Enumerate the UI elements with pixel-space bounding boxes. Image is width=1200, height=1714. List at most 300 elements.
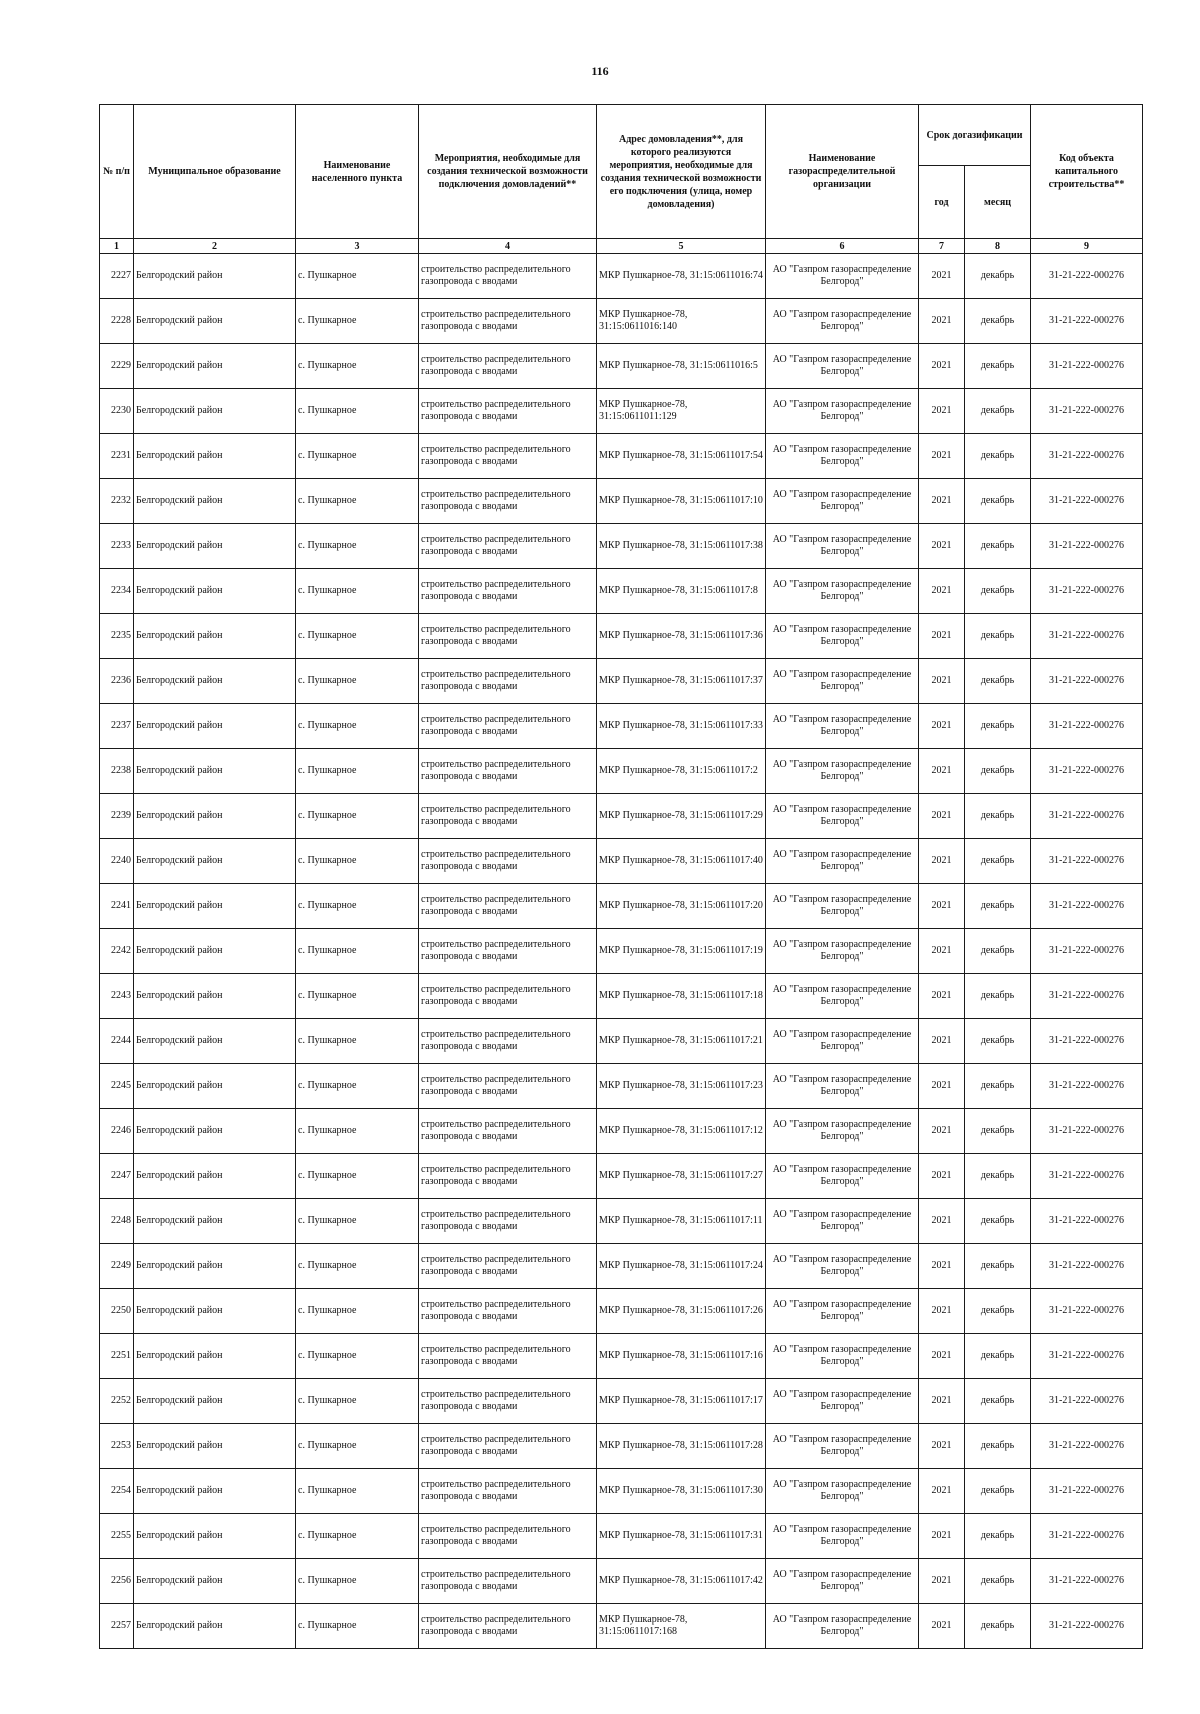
cell-address: МКР Пушкарное-78, 31:15:0611017:38 [597,524,766,569]
table-row [100,1379,1143,1424]
cell-municipality: Белгородский район [134,659,296,704]
table-row [100,389,1143,434]
cell-address: МКР Пушкарное-78, 31:15:0611017:168 [597,1604,766,1649]
cell-settlement: с. Пушкарное [296,704,419,749]
cell-measure: строительство распределительного газопровода с вводами [419,1154,597,1199]
cell-month: декабрь [965,659,1031,704]
table-row [100,1514,1143,1559]
row-number: 2230 [100,389,134,434]
cell-month: декабрь [965,1559,1031,1604]
cell-settlement: с. Пушкарное [296,1199,419,1244]
cell-measure: строительство распределительного газопровода с вводами [419,434,597,479]
cell-settlement: с. Пушкарное [296,1469,419,1514]
row-number: 2255 [100,1514,134,1559]
cell-code: 31-21-222-000276 [1031,1154,1143,1199]
cell-month: декабрь [965,1514,1031,1559]
cell-code: 31-21-222-000276 [1031,1019,1143,1064]
cell-year: 2021 [919,974,965,1019]
cell-organization: АО "Газпром газораспределение Белгород" [766,1199,919,1244]
cell-measure: строительство распределительного газопровода с вводами [419,1109,597,1154]
header-num: № п/п [100,105,134,239]
cell-address: МКР Пушкарное-78, 31:15:0611017:16 [597,1334,766,1379]
table-row [100,1019,1143,1064]
cell-measure: строительство распределительного газопровода с вводами [419,1244,597,1289]
cell-organization: АО "Газпром газораспределение Белгород" [766,1019,919,1064]
cell-settlement: с. Пушкарное [296,929,419,974]
cell-year: 2021 [919,479,965,524]
cell-code: 31-21-222-000276 [1031,569,1143,614]
cell-address: МКР Пушкарное-78, 31:15:0611017:8 [597,569,766,614]
cell-organization: АО "Газпром газораспределение Белгород" [766,1604,919,1649]
cell-month: декабрь [965,254,1031,299]
cell-code: 31-21-222-000276 [1031,1604,1143,1649]
row-number: 2248 [100,1199,134,1244]
cell-address: МКР Пушкарное-78, 31:15:0611017:30 [597,1469,766,1514]
cell-measure: строительство распределительного газопровода с вводами [419,974,597,1019]
cell-organization: АО "Газпром газораспределение Белгород" [766,974,919,1019]
cell-settlement: с. Пушкарное [296,1604,419,1649]
header-municipality: Муниципальное образование [134,105,296,239]
cell-settlement: с. Пушкарное [296,794,419,839]
cell-year: 2021 [919,1154,965,1199]
cell-municipality: Белгородский район [134,704,296,749]
row-number: 2232 [100,479,134,524]
cell-address: МКР Пушкарное-78, 31:15:0611017:12 [597,1109,766,1154]
cell-address: МКР Пушкарное-78, 31:15:0611011:129 [597,389,766,434]
column-number: 9 [1031,239,1143,254]
cell-settlement: с. Пушкарное [296,1019,419,1064]
cell-settlement: с. Пушкарное [296,299,419,344]
cell-code: 31-21-222-000276 [1031,524,1143,569]
table-row [100,659,1143,704]
cell-municipality: Белгородский район [134,254,296,299]
row-number: 2250 [100,1289,134,1334]
cell-year: 2021 [919,1379,965,1424]
cell-settlement: с. Пушкарное [296,389,419,434]
cell-month: декабрь [965,344,1031,389]
cell-code: 31-21-222-000276 [1031,434,1143,479]
cell-month: декабрь [965,1109,1031,1154]
cell-municipality: Белгородский район [134,1064,296,1109]
table-row [100,524,1143,569]
cell-organization: АО "Газпром газораспределение Белгород" [766,1334,919,1379]
cell-address: МКР Пушкарное-78, 31:15:0611017:29 [597,794,766,839]
table-row [100,1424,1143,1469]
cell-year: 2021 [919,749,965,794]
cell-month: декабрь [965,974,1031,1019]
cell-year: 2021 [919,794,965,839]
column-number: 8 [965,239,1031,254]
table-row [100,299,1143,344]
cell-municipality: Белгородский район [134,884,296,929]
cell-settlement: с. Пушкарное [296,524,419,569]
cell-municipality: Белгородский район [134,1334,296,1379]
cell-address: МКР Пушкарное-78, 31:15:0611017:10 [597,479,766,524]
cell-year: 2021 [919,299,965,344]
cell-organization: АО "Газпром газораспределение Белгород" [766,704,919,749]
cell-code: 31-21-222-000276 [1031,704,1143,749]
cell-municipality: Белгородский район [134,389,296,434]
table-row [100,974,1143,1019]
cell-code: 31-21-222-000276 [1031,1379,1143,1424]
cell-organization: АО "Газпром газораспределение Белгород" [766,479,919,524]
cell-year: 2021 [919,1604,965,1649]
cell-measure: строительство распределительного газопровода с вводами [419,524,597,569]
cell-measure: строительство распределительного газопровода с вводами [419,1514,597,1559]
cell-measure: строительство распределительного газопровода с вводами [419,794,597,839]
table-row [100,839,1143,884]
table-row [100,1109,1143,1154]
table-row [100,1334,1143,1379]
cell-settlement: с. Пушкарное [296,1379,419,1424]
cell-address: МКР Пушкарное-78, 31:15:0611017:17 [597,1379,766,1424]
cell-organization: АО "Газпром газораспределение Белгород" [766,1424,919,1469]
cell-municipality: Белгородский район [134,1199,296,1244]
cell-address: МКР Пушкарное-78, 31:15:0611017:28 [597,1424,766,1469]
cell-month: декабрь [965,1379,1031,1424]
cell-year: 2021 [919,1424,965,1469]
cell-measure: строительство распределительного газопровода с вводами [419,1064,597,1109]
cell-year: 2021 [919,1289,965,1334]
cell-municipality: Белгородский район [134,1514,296,1559]
cell-settlement: с. Пушкарное [296,479,419,524]
cell-year: 2021 [919,1199,965,1244]
row-number: 2251 [100,1334,134,1379]
row-number: 2257 [100,1604,134,1649]
cell-municipality: Белгородский район [134,749,296,794]
cell-organization: АО "Газпром газораспределение Белгород" [766,1514,919,1559]
cell-code: 31-21-222-000276 [1031,1199,1143,1244]
cell-settlement: с. Пушкарное [296,839,419,884]
cell-municipality: Белгородский район [134,1019,296,1064]
cell-month: декабрь [965,1469,1031,1514]
cell-code: 31-21-222-000276 [1031,929,1143,974]
row-number: 2253 [100,1424,134,1469]
cell-measure: строительство распределительного газопровода с вводами [419,1334,597,1379]
cell-organization: АО "Газпром газораспределение Белгород" [766,794,919,839]
row-number: 2239 [100,794,134,839]
cell-settlement: с. Пушкарное [296,1559,419,1604]
column-number: 2 [134,239,296,254]
cell-municipality: Белгородский район [134,839,296,884]
row-number: 2234 [100,569,134,614]
cell-month: декабрь [965,479,1031,524]
cell-organization: АО "Газпром газораспределение Белгород" [766,344,919,389]
header-year: год [919,166,965,239]
cell-measure: строительство распределительного газопровода с вводами [419,389,597,434]
cell-organization: АО "Газпром газораспределение Белгород" [766,389,919,434]
cell-measure: строительство распределительного газопровода с вводами [419,479,597,524]
row-number: 2254 [100,1469,134,1514]
row-number: 2256 [100,1559,134,1604]
row-number: 2246 [100,1109,134,1154]
row-number: 2238 [100,749,134,794]
cell-municipality: Белгородский район [134,1109,296,1154]
cell-settlement: с. Пушкарное [296,1244,419,1289]
cell-address: МКР Пушкарное-78, 31:15:0611016:140 [597,299,766,344]
cell-municipality: Белгородский район [134,794,296,839]
cell-code: 31-21-222-000276 [1031,1289,1143,1334]
cell-month: декабрь [965,794,1031,839]
cell-organization: АО "Газпром газораспределение Белгород" [766,1469,919,1514]
cell-address: МКР Пушкарное-78, 31:15:0611017:27 [597,1154,766,1199]
cell-year: 2021 [919,1064,965,1109]
cell-year: 2021 [919,434,965,479]
cell-settlement: с. Пушкарное [296,434,419,479]
cell-organization: АО "Газпром газораспределение Белгород" [766,1244,919,1289]
cell-organization: АО "Газпром газораспределение Белгород" [766,659,919,704]
cell-organization: АО "Газпром газораспределение Белгород" [766,524,919,569]
row-number: 2231 [100,434,134,479]
cell-measure: строительство распределительного газопровода с вводами [419,704,597,749]
cell-address: МКР Пушкарное-78, 31:15:0611017:36 [597,614,766,659]
cell-municipality: Белгородский район [134,929,296,974]
header-measures: Мероприятия, необходимые для создания технической возможности подключения домовладений** [419,105,597,239]
cell-measure: строительство распределительного газопровода с вводами [419,659,597,704]
cell-organization: АО "Газпром газораспределение Белгород" [766,1289,919,1334]
table-body [100,254,1143,1649]
cell-measure: строительство распределительного газопровода с вводами [419,1469,597,1514]
table-row [100,1559,1143,1604]
cell-code: 31-21-222-000276 [1031,839,1143,884]
cell-address: МКР Пушкарное-78, 31:15:0611017:21 [597,1019,766,1064]
column-number: 7 [919,239,965,254]
cell-address: МКР Пушкарное-78, 31:15:0611017:24 [597,1244,766,1289]
cell-municipality: Белгородский район [134,1244,296,1289]
table-header [100,105,1143,254]
cell-organization: АО "Газпром газораспределение Белгород" [766,1154,919,1199]
cell-month: декабрь [965,299,1031,344]
cell-address: МКР Пушкарное-78, 31:15:0611017:18 [597,974,766,1019]
cell-address: МКР Пушкарное-78, 31:15:0611017:37 [597,659,766,704]
cell-municipality: Белгородский район [134,614,296,659]
cell-measure: строительство распределительного газопровода с вводами [419,1199,597,1244]
cell-code: 31-21-222-000276 [1031,614,1143,659]
cell-measure: строительство распределительного газопровода с вводами [419,254,597,299]
cell-measure: строительство распределительного газопровода с вводами [419,614,597,659]
cell-code: 31-21-222-000276 [1031,389,1143,434]
cell-measure: строительство распределительного газопровода с вводами [419,929,597,974]
table-row [100,569,1143,614]
cell-month: декабрь [965,704,1031,749]
cell-code: 31-21-222-000276 [1031,974,1143,1019]
row-number: 2252 [100,1379,134,1424]
cell-organization: АО "Газпром газораспределение Белгород" [766,884,919,929]
cell-code: 31-21-222-000276 [1031,1424,1143,1469]
cell-settlement: с. Пушкарное [296,344,419,389]
cell-code: 31-21-222-000276 [1031,884,1143,929]
cell-month: декабрь [965,1424,1031,1469]
cell-settlement: с. Пушкарное [296,569,419,614]
cell-code: 31-21-222-000276 [1031,1559,1143,1604]
cell-measure: строительство распределительного газопровода с вводами [419,884,597,929]
header-organization: Наименование газораспределительной организации [766,105,919,239]
cell-year: 2021 [919,1244,965,1289]
cell-organization: АО "Газпром газораспределение Белгород" [766,254,919,299]
row-number: 2228 [100,299,134,344]
header-code: Код объекта капитального строительства** [1031,105,1143,239]
header-settlement: Наименование населенного пункта [296,105,419,239]
cell-year: 2021 [919,569,965,614]
cell-settlement: с. Пушкарное [296,659,419,704]
cell-month: декабрь [965,749,1031,794]
cell-municipality: Белгородский район [134,344,296,389]
cell-municipality: Белгородский район [134,1379,296,1424]
cell-month: декабрь [965,839,1031,884]
cell-measure: строительство распределительного газопровода с вводами [419,569,597,614]
row-number: 2249 [100,1244,134,1289]
cell-address: МКР Пушкарное-78, 31:15:0611017:19 [597,929,766,974]
cell-code: 31-21-222-000276 [1031,1334,1143,1379]
cell-address: МКР Пушкарное-78, 31:15:0611017:11 [597,1199,766,1244]
column-number: 5 [597,239,766,254]
cell-address: МКР Пушкарное-78, 31:15:0611016:74 [597,254,766,299]
cell-code: 31-21-222-000276 [1031,1064,1143,1109]
cell-municipality: Белгородский район [134,299,296,344]
cell-month: декабрь [965,884,1031,929]
column-number: 1 [100,239,134,254]
cell-municipality: Белгородский район [134,479,296,524]
row-number: 2236 [100,659,134,704]
cell-month: декабрь [965,1334,1031,1379]
cell-month: декабрь [965,434,1031,479]
cell-month: декабрь [965,1199,1031,1244]
cell-year: 2021 [919,839,965,884]
table-row [100,1244,1143,1289]
cell-year: 2021 [919,614,965,659]
cell-month: декабрь [965,1154,1031,1199]
cell-month: декабрь [965,569,1031,614]
cell-settlement: с. Пушкарное [296,254,419,299]
table-row [100,1154,1143,1199]
cell-settlement: с. Пушкарное [296,1109,419,1154]
table-row [100,704,1143,749]
table-row [100,1289,1143,1334]
cell-organization: АО "Газпром газораспределение Белгород" [766,1379,919,1424]
cell-month: декабрь [965,1244,1031,1289]
column-number: 4 [419,239,597,254]
column-number: 6 [766,239,919,254]
cell-municipality: Белгородский район [134,1154,296,1199]
cell-address: МКР Пушкарное-78, 31:15:0611017:23 [597,1064,766,1109]
cell-municipality: Белгородский район [134,434,296,479]
table-row [100,614,1143,659]
cell-year: 2021 [919,389,965,434]
cell-address: МКР Пушкарное-78, 31:15:0611017:26 [597,1289,766,1334]
cell-measure: строительство распределительного газопровода с вводами [419,1559,597,1604]
table-row [100,929,1143,974]
header-address: Адрес домовладения**, для которого реализуются мероприятия, необходимые для создания технической возможности его подключения (улица, номер домовладения) [597,105,766,239]
row-number: 2245 [100,1064,134,1109]
table-row [100,1604,1143,1649]
cell-year: 2021 [919,1469,965,1514]
column-number-row [100,239,1143,254]
cell-month: декабрь [965,1019,1031,1064]
cell-measure: строительство распределительного газопровода с вводами [419,1379,597,1424]
header-month: месяц [965,166,1031,239]
cell-municipality: Белгородский район [134,974,296,1019]
row-number: 2241 [100,884,134,929]
cell-month: декабрь [965,1289,1031,1334]
cell-settlement: с. Пушкарное [296,614,419,659]
row-number: 2242 [100,929,134,974]
cell-settlement: с. Пушкарное [296,1289,419,1334]
cell-month: декабрь [965,929,1031,974]
cell-address: МКР Пушкарное-78, 31:15:0611017:54 [597,434,766,479]
cell-year: 2021 [919,659,965,704]
cell-settlement: с. Пушкарное [296,1514,419,1559]
cell-municipality: Белгородский район [134,1289,296,1334]
table-row [100,254,1143,299]
table-row [100,749,1143,794]
cell-organization: АО "Газпром газораспределение Белгород" [766,1559,919,1604]
cell-code: 31-21-222-000276 [1031,479,1143,524]
row-number: 2247 [100,1154,134,1199]
cell-municipality: Белгородский район [134,1559,296,1604]
column-number: 3 [296,239,419,254]
row-number: 2244 [100,1019,134,1064]
cell-municipality: Белгородский район [134,524,296,569]
cell-code: 31-21-222-000276 [1031,299,1143,344]
cell-settlement: с. Пушкарное [296,1424,419,1469]
cell-settlement: с. Пушкарное [296,974,419,1019]
cell-settlement: с. Пушкарное [296,884,419,929]
cell-year: 2021 [919,524,965,569]
cell-address: МКР Пушкарное-78, 31:15:0611017:20 [597,884,766,929]
cell-organization: АО "Газпром газораспределение Белгород" [766,299,919,344]
row-number: 2233 [100,524,134,569]
cell-municipality: Белгородский район [134,1604,296,1649]
page-number: 116 [591,64,609,78]
cell-measure: строительство распределительного газопровода с вводами [419,749,597,794]
cell-code: 31-21-222-000276 [1031,659,1143,704]
cell-address: МКР Пушкарное-78, 31:15:0611017:42 [597,1559,766,1604]
cell-organization: АО "Газпром газораспределение Белгород" [766,839,919,884]
table-row [100,344,1143,389]
cell-code: 31-21-222-000276 [1031,794,1143,839]
cell-year: 2021 [919,254,965,299]
cell-organization: АО "Газпром газораспределение Белгород" [766,1109,919,1154]
cell-month: декабрь [965,1064,1031,1109]
cell-settlement: с. Пушкарное [296,1334,419,1379]
cell-year: 2021 [919,704,965,749]
cell-address: МКР Пушкарное-78, 31:15:0611017:31 [597,1514,766,1559]
cell-code: 31-21-222-000276 [1031,1244,1143,1289]
cell-year: 2021 [919,344,965,389]
cell-code: 31-21-222-000276 [1031,344,1143,389]
cell-measure: строительство распределительного газопровода с вводами [419,1289,597,1334]
table-row [100,1469,1143,1514]
cell-code: 31-21-222-000276 [1031,254,1143,299]
cell-measure: строительство распределительного газопровода с вводами [419,839,597,884]
cell-measure: строительство распределительного газопровода с вводами [419,344,597,389]
cell-year: 2021 [919,1514,965,1559]
table-row [100,434,1143,479]
cell-organization: АО "Газпром газораспределение Белгород" [766,929,919,974]
cell-organization: АО "Газпром газораспределение Белгород" [766,749,919,794]
cell-code: 31-21-222-000276 [1031,1109,1143,1154]
cell-municipality: Белгородский район [134,1424,296,1469]
table-row [100,479,1143,524]
cell-settlement: с. Пушкарное [296,1154,419,1199]
table-row [100,1199,1143,1244]
cell-year: 2021 [919,1019,965,1064]
cell-address: МКР Пушкарное-78, 31:15:0611017:2 [597,749,766,794]
table-row [100,794,1143,839]
cell-measure: строительство распределительного газопровода с вводами [419,1604,597,1649]
cell-code: 31-21-222-000276 [1031,1514,1143,1559]
row-number: 2227 [100,254,134,299]
